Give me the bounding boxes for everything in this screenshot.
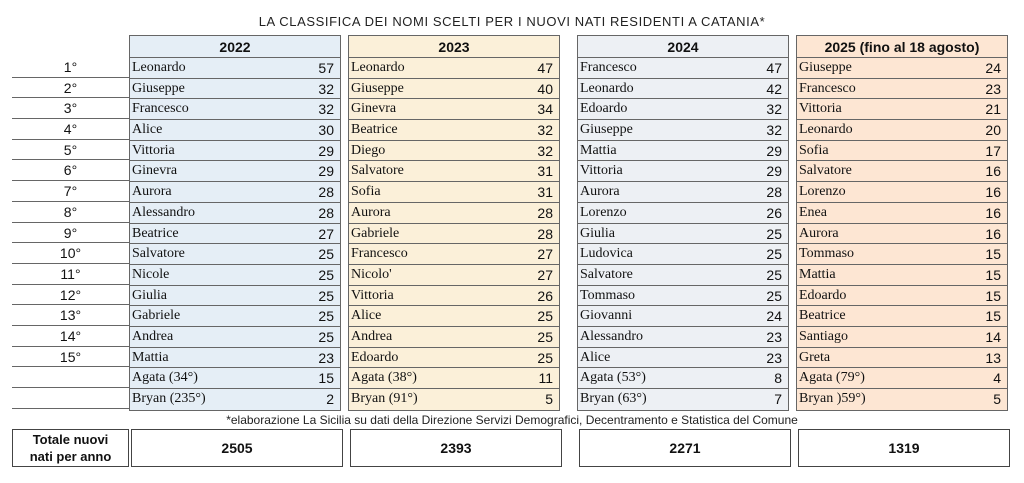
total-label-line2: nati per anno <box>29 449 112 464</box>
name-count: 24 <box>766 308 782 325</box>
name-count: 17 <box>985 142 1001 159</box>
name-count: 5 <box>545 391 553 407</box>
rank-label: 13° <box>12 305 129 326</box>
name-count: 14 <box>985 328 1001 345</box>
name-count: 15 <box>985 308 1001 325</box>
name-count: 57 <box>318 60 334 76</box>
table-row <box>578 265 788 286</box>
baby-name: Vittoria <box>580 163 623 179</box>
name-count: 25 <box>537 308 553 325</box>
table-row <box>797 79 1007 100</box>
baby-name: Gabriele <box>351 225 400 241</box>
rank-label: 14° <box>12 326 129 347</box>
baby-name: Vittoria <box>799 101 842 117</box>
table-row <box>797 203 1007 224</box>
year-header: 2023 <box>349 36 559 58</box>
total-label-line1: Totale nuovi <box>32 432 109 447</box>
table-row <box>578 141 788 162</box>
baby-name: Beatrice <box>799 308 846 324</box>
table-row <box>578 244 788 265</box>
table-row <box>130 58 340 79</box>
name-count: 32 <box>766 122 782 139</box>
name-count: 25 <box>318 266 334 283</box>
baby-name: Bryan (63°) <box>580 391 647 406</box>
baby-name: Andrea <box>132 328 174 344</box>
table-row <box>578 286 788 307</box>
name-count: 40 <box>537 80 553 97</box>
table-row <box>349 141 559 162</box>
baby-name: Francesco <box>580 60 637 75</box>
baby-name: Giovanni <box>580 308 633 324</box>
name-count: 47 <box>537 60 553 76</box>
table-row <box>797 120 1007 141</box>
table-row <box>797 389 1007 410</box>
baby-name: Tommaso <box>799 246 855 262</box>
baby-name: Salvatore <box>799 163 852 179</box>
baby-name: Diego <box>351 142 386 158</box>
table-row <box>349 368 559 389</box>
table-row <box>578 79 788 100</box>
baby-name: Agata (34°) <box>132 370 198 386</box>
year-header: 2022 <box>130 36 340 58</box>
table-row <box>349 99 559 120</box>
rank-blank <box>12 367 129 388</box>
baby-name: Giuseppe <box>351 80 404 96</box>
baby-name: Aurora <box>799 225 839 241</box>
name-count: 16 <box>985 225 1001 242</box>
name-count: 13 <box>985 349 1001 366</box>
total-value-2022: 2505 <box>131 429 343 467</box>
page-title: LA CLASSIFICA DEI NOMI SCELTI PER I NUOVI NATI RESIDENTI A CATANIA* <box>258 14 766 29</box>
name-count: 28 <box>318 204 334 221</box>
table-row <box>130 182 340 203</box>
name-count: 31 <box>537 184 553 201</box>
baby-name: Leonardo <box>799 122 853 138</box>
baby-name: Bryan (235°) <box>132 391 206 406</box>
name-count: 11 <box>538 370 553 387</box>
rank-label: 1° <box>12 57 129 78</box>
table-row <box>130 348 340 369</box>
name-count: 25 <box>766 266 782 283</box>
table-row <box>797 327 1007 348</box>
table-row <box>130 120 340 141</box>
name-count: 15 <box>985 287 1001 304</box>
table-row <box>130 244 340 265</box>
table-row <box>349 58 559 79</box>
name-count: 29 <box>318 142 334 159</box>
table-row <box>130 99 340 120</box>
year-column-2025 <box>796 35 1008 411</box>
name-count: 25 <box>318 246 334 263</box>
table-row <box>578 203 788 224</box>
name-count: 26 <box>537 287 553 304</box>
year-column-2024 <box>577 35 789 411</box>
table-row <box>130 224 340 245</box>
rank-label: 8° <box>12 202 129 223</box>
table-row <box>578 224 788 245</box>
table-row <box>578 306 788 327</box>
rank-column <box>12 57 129 409</box>
name-count: 32 <box>318 101 334 118</box>
name-count: 32 <box>537 122 553 139</box>
name-count: 8 <box>774 370 782 387</box>
baby-name: Giuseppe <box>132 80 185 96</box>
name-count: 5 <box>993 391 1001 407</box>
name-count: 26 <box>766 204 782 221</box>
name-count: 16 <box>985 163 1001 180</box>
name-count: 23 <box>766 328 782 345</box>
name-count: 28 <box>766 184 782 201</box>
baby-name: Santiago <box>799 328 848 344</box>
baby-name: Aurora <box>351 204 391 220</box>
table-row <box>797 265 1007 286</box>
total-value-2025: 1319 <box>798 429 1010 467</box>
table-row <box>130 286 340 307</box>
name-count: 27 <box>537 246 553 263</box>
baby-name: Tommaso <box>580 287 636 303</box>
name-count: 29 <box>766 142 782 159</box>
name-count: 21 <box>985 101 1001 118</box>
table-row <box>578 99 788 120</box>
baby-name: Edoardo <box>799 287 847 303</box>
baby-name: Ludovica <box>580 246 633 262</box>
baby-name: Bryan (91°) <box>351 391 418 406</box>
name-count: 15 <box>985 246 1001 263</box>
name-count: 27 <box>537 266 553 283</box>
rank-label: 2° <box>12 78 129 99</box>
rank-label: 4° <box>12 119 129 140</box>
baby-name: Alice <box>580 349 611 365</box>
table-row <box>130 327 340 348</box>
table-row <box>578 182 788 203</box>
table-row <box>797 99 1007 120</box>
name-count: 34 <box>537 101 553 118</box>
total-value-2024: 2271 <box>579 429 791 467</box>
name-count: 23 <box>985 80 1001 97</box>
baby-name: Sofia <box>799 142 829 158</box>
rank-label: 3° <box>12 98 129 119</box>
baby-name: Agata (79°) <box>799 370 865 386</box>
table-row <box>797 306 1007 327</box>
baby-name: Leonardo <box>580 80 634 96</box>
name-count: 15 <box>985 266 1001 283</box>
baby-name: Vittoria <box>132 142 175 158</box>
name-count: 15 <box>318 370 334 387</box>
name-count: 7 <box>774 391 782 407</box>
baby-name: Gabriele <box>132 308 181 324</box>
name-count: 20 <box>985 122 1001 139</box>
table-row <box>797 368 1007 389</box>
table-row <box>349 182 559 203</box>
table-row <box>797 182 1007 203</box>
table-row <box>578 368 788 389</box>
table-row <box>349 306 559 327</box>
table-row <box>797 286 1007 307</box>
baby-name: Giulia <box>132 287 167 303</box>
rank-blank <box>12 388 129 409</box>
table-row <box>797 58 1007 79</box>
name-count: 29 <box>318 163 334 180</box>
table-row <box>578 389 788 410</box>
name-count: 23 <box>318 349 334 366</box>
rank-label: 5° <box>12 140 129 161</box>
rank-label: 12° <box>12 285 129 306</box>
baby-name: Ginevra <box>132 163 178 179</box>
table-row <box>578 161 788 182</box>
table-row <box>130 389 340 410</box>
table-row <box>797 244 1007 265</box>
name-count: 16 <box>985 204 1001 221</box>
table-row <box>349 120 559 141</box>
baby-name: Beatrice <box>132 225 179 241</box>
table-row <box>349 244 559 265</box>
baby-name: Alessandro <box>580 328 643 344</box>
rank-label: 6° <box>12 160 129 181</box>
name-count: 2 <box>326 391 334 407</box>
table-row <box>130 368 340 389</box>
baby-name: Alice <box>351 308 382 324</box>
baby-name: Andrea <box>351 328 393 344</box>
name-count: 25 <box>766 225 782 242</box>
baby-name: Francesco <box>132 101 189 117</box>
baby-name: Edoardo <box>580 101 628 117</box>
table-row <box>130 306 340 327</box>
name-count: 42 <box>766 80 782 97</box>
baby-name: Ginevra <box>351 101 397 117</box>
rank-label: 9° <box>12 223 129 244</box>
table-row <box>349 265 559 286</box>
baby-name: Giuseppe <box>580 122 633 138</box>
name-count: 32 <box>318 80 334 97</box>
name-count: 25 <box>318 328 334 345</box>
name-count: 25 <box>537 349 553 366</box>
table-row <box>349 79 559 100</box>
name-count: 28 <box>318 184 334 201</box>
baby-name: Nicole <box>132 266 170 282</box>
table-row <box>349 327 559 348</box>
baby-name: Mattia <box>799 266 836 282</box>
name-count: 25 <box>318 287 334 304</box>
table-row <box>797 224 1007 245</box>
baby-name: Mattia <box>580 142 617 158</box>
baby-name: Leonardo <box>132 60 186 75</box>
table-row <box>349 161 559 182</box>
baby-name: Lorenzo <box>799 184 846 200</box>
rank-label: 11° <box>12 264 129 285</box>
name-count: 4 <box>993 370 1001 387</box>
baby-name: Bryan )59°) <box>799 391 866 406</box>
name-count: 25 <box>766 287 782 304</box>
name-count: 28 <box>537 225 553 242</box>
table-row <box>578 120 788 141</box>
rank-label: 10° <box>12 243 129 264</box>
table-row <box>130 203 340 224</box>
table-row <box>130 265 340 286</box>
table-row <box>349 389 559 410</box>
baby-name: Salvatore <box>132 246 185 262</box>
name-count: 32 <box>766 101 782 118</box>
name-count: 25 <box>318 308 334 325</box>
name-count: 16 <box>985 184 1001 201</box>
baby-name: Aurora <box>132 184 172 200</box>
baby-name: Mattia <box>132 349 169 365</box>
year-header: 2024 <box>578 36 788 58</box>
baby-name: Salvatore <box>351 163 404 179</box>
baby-name: Salvatore <box>580 266 633 282</box>
baby-name: Agata (38°) <box>351 370 417 386</box>
baby-name: Nicolo' <box>351 266 392 282</box>
table-row <box>797 348 1007 369</box>
baby-name: Enea <box>799 204 827 220</box>
table-row <box>130 141 340 162</box>
table-row <box>349 203 559 224</box>
name-count: 27 <box>318 225 334 242</box>
table-row <box>130 79 340 100</box>
baby-name: Leonardo <box>351 60 405 75</box>
baby-name: Lorenzo <box>580 204 627 220</box>
baby-name: Beatrice <box>351 122 398 138</box>
name-count: 24 <box>985 60 1001 76</box>
name-count: 30 <box>318 122 334 139</box>
total-value-2023: 2393 <box>350 429 562 467</box>
table-row <box>797 141 1007 162</box>
rank-label: 15° <box>12 347 129 368</box>
footnote: *elaborazione La Sicilia su dati della Direzione Servizi Demografici, Decentramento e Statistica del Comune <box>226 413 798 427</box>
table-row <box>349 286 559 307</box>
name-count: 25 <box>766 246 782 263</box>
table-row <box>797 161 1007 182</box>
baby-name: Giulia <box>580 225 615 241</box>
baby-name: Alessandro <box>132 204 195 220</box>
name-count: 23 <box>766 349 782 366</box>
name-count: 47 <box>766 60 782 76</box>
baby-name: Sofia <box>351 184 381 200</box>
baby-name: Vittoria <box>351 287 394 303</box>
baby-name: Francesco <box>799 80 856 96</box>
name-count: 31 <box>537 163 553 180</box>
table-row <box>349 224 559 245</box>
year-header: 2025 (fino al 18 agosto) <box>797 36 1007 58</box>
baby-name: Edoardo <box>351 349 399 365</box>
table-row <box>578 58 788 79</box>
baby-name: Giuseppe <box>799 60 852 75</box>
name-count: 32 <box>537 142 553 159</box>
year-column-2022 <box>129 35 341 411</box>
table-row <box>349 348 559 369</box>
rank-label: 7° <box>12 181 129 202</box>
table-row <box>130 161 340 182</box>
baby-name: Agata (53°) <box>580 370 646 386</box>
name-count: 29 <box>766 163 782 180</box>
total-label <box>12 429 129 467</box>
table-row <box>578 348 788 369</box>
baby-name: Francesco <box>351 246 408 262</box>
name-count: 25 <box>537 328 553 345</box>
table-row <box>578 327 788 348</box>
year-column-2023 <box>348 35 560 411</box>
baby-name: Greta <box>799 349 831 365</box>
baby-name: Alice <box>132 122 163 138</box>
baby-name: Aurora <box>580 184 620 200</box>
name-count: 28 <box>537 204 553 221</box>
